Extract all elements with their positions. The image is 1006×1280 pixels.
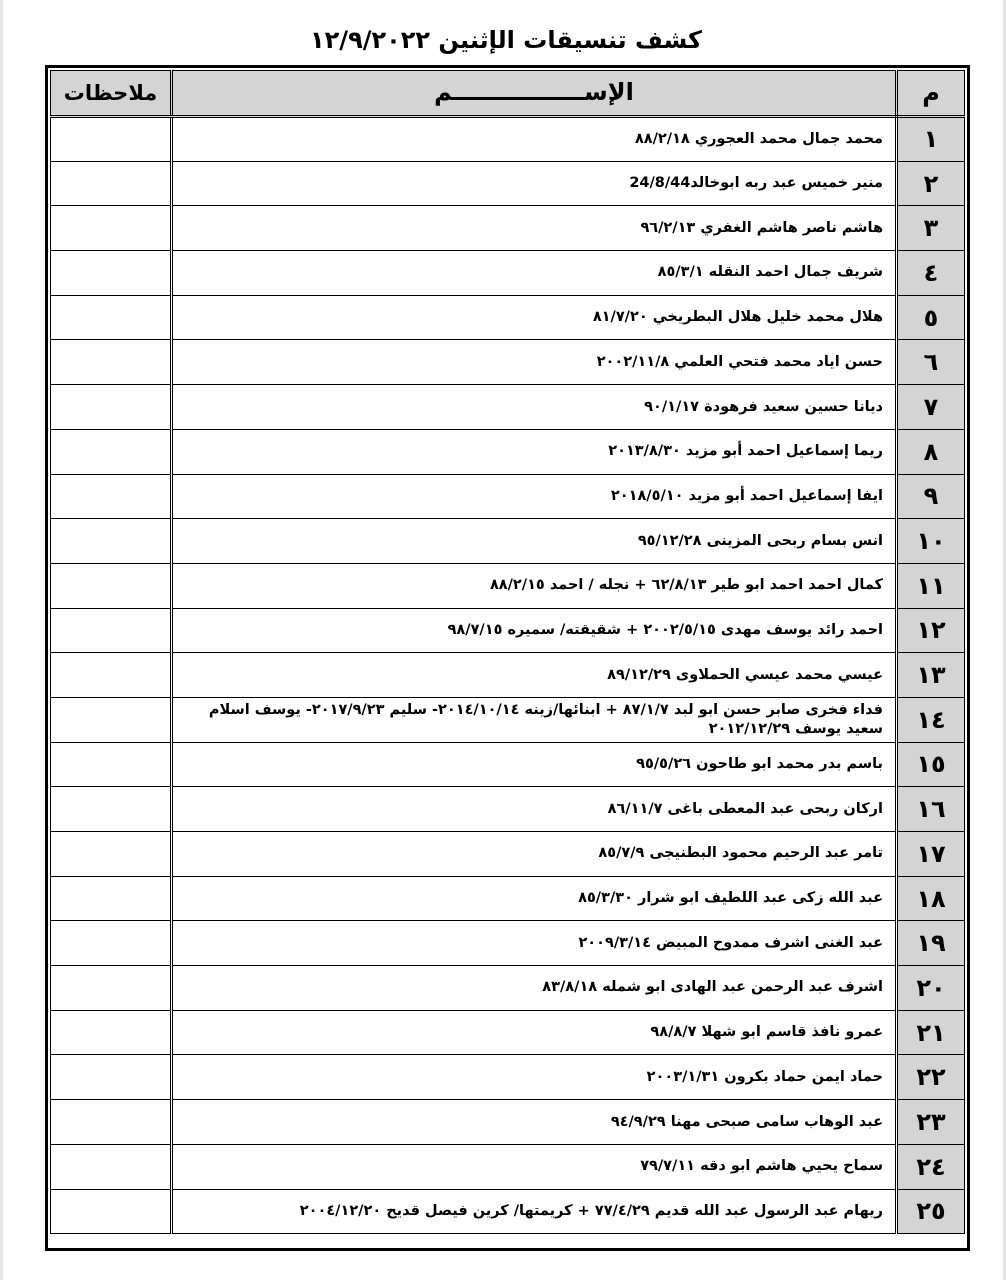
row-notes	[51, 832, 172, 877]
row-number: ١٠	[897, 519, 965, 564]
table-row	[51, 966, 965, 1011]
row-name: ريما إسماعيل احمد أبو مزيد ٢٠١٣/٨/٣٠	[172, 429, 897, 474]
row-number: ٣	[897, 206, 965, 251]
row-name: ريهام عبد الرسول عبد الله قديم ٧٧/٤/٢٩ + كريمتها/ كرين فيصل قديح ٢٠٠٤/١٢/٢٠	[172, 1189, 897, 1234]
row-number: ٢	[897, 161, 965, 206]
table-row	[51, 921, 965, 966]
row-notes	[51, 787, 172, 832]
row-notes	[51, 608, 172, 653]
row-notes	[51, 295, 172, 340]
row-name: اشرف عبد الرحمن عبد الهادى ابو شمله ٨٣/٨/١٨	[172, 966, 897, 1011]
row-notes	[51, 251, 172, 296]
row-notes	[51, 563, 172, 608]
row-notes	[51, 385, 172, 430]
row-notes	[51, 966, 172, 1011]
table-body	[51, 117, 965, 1234]
row-name: منير خميس عبد ربه ابوخالد24/8/44	[172, 161, 897, 206]
table-row	[51, 474, 965, 519]
row-notes	[51, 1055, 172, 1100]
table-row	[51, 1055, 965, 1100]
row-notes	[51, 653, 172, 698]
row-number: ٢٥	[897, 1189, 965, 1234]
row-number: ١٨	[897, 876, 965, 921]
row-name: تامر عبد الرحيم محمود البطنيجى ٨٥/٧/٩	[172, 832, 897, 877]
header-name: الإســــــــــــــــم	[172, 71, 897, 117]
row-name: كمال احمد احمد ابو طير ٦٢/٨/١٣ + نجله / احمد ٨٨/٢/١٥	[172, 563, 897, 608]
table-header-row	[51, 71, 965, 117]
row-notes	[51, 876, 172, 921]
row-number: ١١	[897, 563, 965, 608]
table-row	[51, 295, 965, 340]
names-table	[50, 70, 965, 1234]
row-name: هاشم ناصر هاشم الغفري ٩٦/٢/١٣	[172, 206, 897, 251]
table-row	[51, 742, 965, 787]
table-row	[51, 385, 965, 430]
row-notes	[51, 117, 172, 162]
table-row	[51, 608, 965, 653]
table-row	[51, 519, 965, 564]
row-name: انس بسام ربحى المزينى ٩٥/١٢/٢٨	[172, 519, 897, 564]
table-row	[51, 117, 965, 162]
row-number: ٥	[897, 295, 965, 340]
row-notes	[51, 742, 172, 787]
table-row	[51, 697, 965, 742]
table-row	[51, 1010, 965, 1055]
row-notes	[51, 1144, 172, 1189]
row-name: ديانا حسين سعيد فرهودة ٩٠/١/١٧	[172, 385, 897, 430]
row-number: ٢٠	[897, 966, 965, 1011]
table-row	[51, 1189, 965, 1234]
table-row	[51, 429, 965, 474]
row-name: عيسي محمد عيسي الحملاوى ٨٩/١٢/٢٩	[172, 653, 897, 698]
table-row	[51, 832, 965, 877]
row-number: ١٧	[897, 832, 965, 877]
row-name: عمرو نافذ قاسم ابو شهلا ٩٨/٨/٧	[172, 1010, 897, 1055]
row-number: ١٥	[897, 742, 965, 787]
row-number: ١٢	[897, 608, 965, 653]
row-name: عبد الوهاب سامى صبحى مهنا ٩٤/٩/٢٩	[172, 1100, 897, 1145]
row-number: ٢٤	[897, 1144, 965, 1189]
row-number: ٦	[897, 340, 965, 385]
row-name: محمد جمال محمد العجوري ٨٨/٢/١٨	[172, 117, 897, 162]
row-number: ١٩	[897, 921, 965, 966]
page-title: كشف تنسيقات الإثنين ١٢/٩/٢٠٢٢	[310, 26, 702, 54]
row-number: ١٣	[897, 653, 965, 698]
row-name: احمد رائد يوسف مهدى ٢٠٠٢/٥/١٥ + شقيقته/ سميره ٩٨/٧/١٥	[172, 608, 897, 653]
row-notes	[51, 161, 172, 206]
row-name: حسن اياد محمد فتحي العلمي ٢٠٠٢/١١/٨	[172, 340, 897, 385]
row-number: ٢٢	[897, 1055, 965, 1100]
header-num: م	[897, 71, 965, 117]
table-row	[51, 563, 965, 608]
row-number: ٩	[897, 474, 965, 519]
row-number: ١٤	[897, 697, 965, 742]
row-name: هلال محمد خليل هلال البطريخي ٨١/٧/٢٠	[172, 295, 897, 340]
row-number: ٢٣	[897, 1100, 965, 1145]
row-number: ٤	[897, 251, 965, 296]
table-row	[51, 206, 965, 251]
row-notes	[51, 340, 172, 385]
row-notes	[51, 206, 172, 251]
row-notes	[51, 1010, 172, 1055]
row-name: سماح يحيي هاشم ابو دقه ٧٩/٧/١١	[172, 1144, 897, 1189]
table-row	[51, 1144, 965, 1189]
row-notes	[51, 429, 172, 474]
row-name: ايفا إسماعيل احمد أبو مزيد ٢٠١٨/٥/١٠	[172, 474, 897, 519]
table-row	[51, 787, 965, 832]
row-number: ٢١	[897, 1010, 965, 1055]
header-notes: ملاحظات	[51, 71, 172, 117]
row-name: باسم بدر محمد ابو طاحون ٩٥/٥/٢٦	[172, 742, 897, 787]
row-notes	[51, 921, 172, 966]
table-row	[51, 653, 965, 698]
table-row	[51, 340, 965, 385]
row-notes	[51, 519, 172, 564]
row-number: ٧	[897, 385, 965, 430]
table-row	[51, 251, 965, 296]
row-name: اركان ربحى عبد المعطى باغى ٨٦/١١/٧	[172, 787, 897, 832]
table-row	[51, 161, 965, 206]
row-name: عبد الغنى اشرف ممدوح المبيض ٢٠٠٩/٣/١٤	[172, 921, 897, 966]
row-notes	[51, 1189, 172, 1234]
row-number: ١٦	[897, 787, 965, 832]
row-name: فداء فخرى صابر حسن ابو لبد ٨٧/١/٧ + ابنائها/زينه ٢٠١٤/١٠/١٤- سليم ٢٠١٧/٩/٢٣- يوسف اسلام سعيد يوسف ٢٠١٢/١٢/٢٩	[172, 697, 897, 742]
table-frame	[45, 65, 970, 1251]
table-row	[51, 876, 965, 921]
row-name: شريف جمال احمد النقله ٨٥/٣/١	[172, 251, 897, 296]
row-number: ٨	[897, 429, 965, 474]
row-number: ١	[897, 117, 965, 162]
row-notes	[51, 474, 172, 519]
row-name: حماد ايمن حماد بكرون ٢٠٠٣/١/٣١	[172, 1055, 897, 1100]
row-notes	[51, 1100, 172, 1145]
row-name: عبد الله زكى عبد اللطيف ابو شرار ٨٥/٣/٣٠	[172, 876, 897, 921]
table-row	[51, 1100, 965, 1145]
row-notes	[51, 697, 172, 742]
